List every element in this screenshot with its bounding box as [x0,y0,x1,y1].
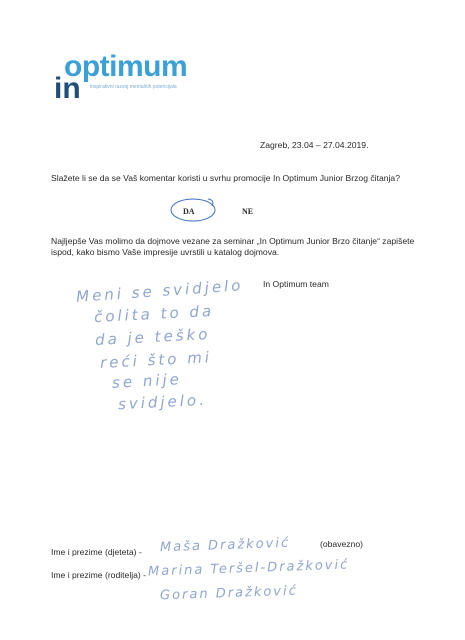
consent-question: Slažete li se da se Vaš komentar koristi u svrhu promocije In Optimum Junior Brzog čitanja? [51,173,400,183]
required-note: (obavezno) [320,539,363,549]
parent-name-label: Ime i prezime (roditelja) - [51,570,147,580]
comment-line: da je teško [94,324,211,350]
child-name-label: Ime i prezime (djeteta) - [51,547,142,557]
logo-optimum-text: optimum [64,50,188,83]
child-name-value[interactable]: Maša Dražković [159,535,291,556]
comment-line: se nije [111,370,183,392]
option-yes[interactable]: DA [183,207,195,216]
date-line: Zagreb, 23.04 – 27.04.2019. [260,140,369,150]
comment-line: reći što mi [99,348,213,372]
parent-name-value-2[interactable]: Goran Dražković [159,583,299,604]
option-no[interactable]: NE [242,207,254,216]
comment-line: svidjelo. [117,390,208,414]
comment-line: čolita to da [93,301,215,327]
logo-in-text: in [54,72,81,105]
logo-tagline: inspirativni razvoj mentalnih potencijala [90,84,177,90]
feedback-request: Najljepše Vas molimo da dojmove vezane za seminar „In Optimum Junior Brzo čitanje“ zapišete ispod, kako bismo Vaše impresije uvrstili u katalog dojmova. [51,236,415,257]
signoff: In Optimum team [263,279,329,289]
company-logo [54,52,234,108]
comment-line: Meni se svidjelo [75,276,244,306]
parent-name-value[interactable]: Marina Teršel-Dražković [147,557,350,580]
